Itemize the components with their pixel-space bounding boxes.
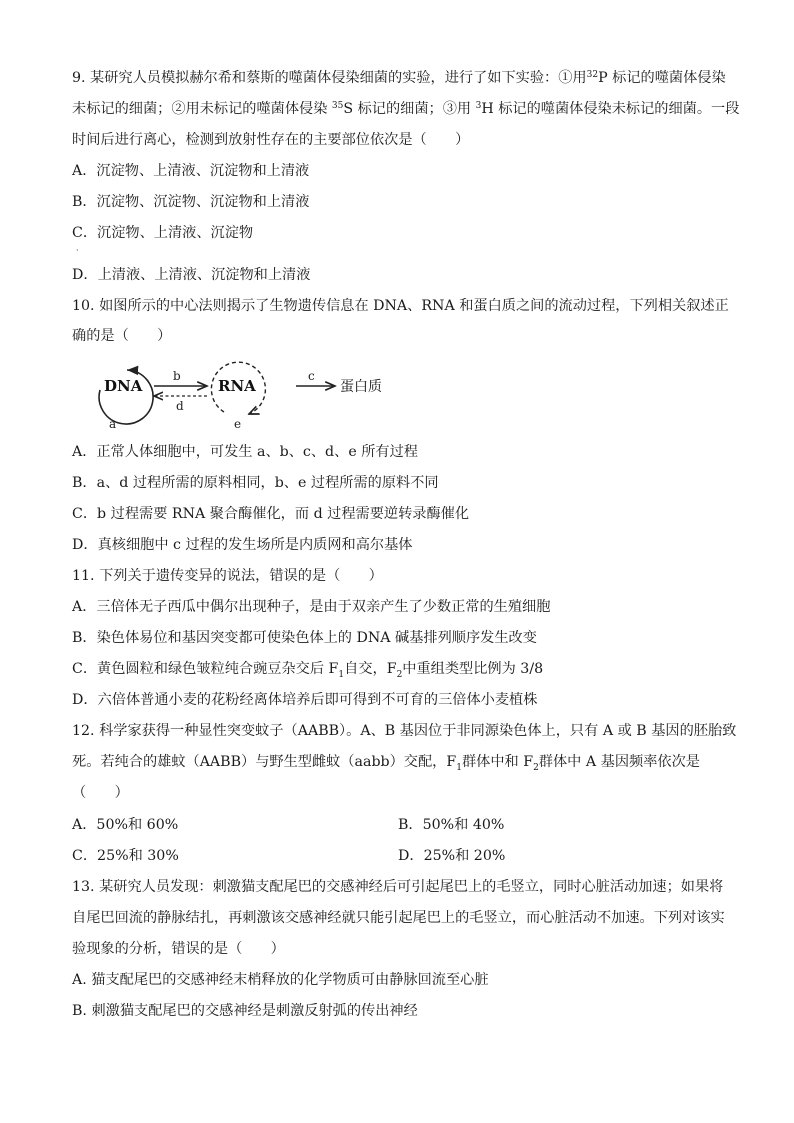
q9-option-a: A．沉淀物、上清液、沉淀物和上清液 — [72, 163, 310, 179]
label-e: e — [234, 417, 242, 431]
q9-stem-line1: 9. 某研究人员模拟赫尔希和蔡斯的噬菌体侵染细菌的实验，进行了如下实验：①用$^{32}$P 标记的噬菌体侵染 — [72, 70, 726, 86]
q12-stem-line3: （ ） — [72, 785, 129, 801]
label-a: a — [109, 417, 117, 431]
q10-option-d: D．真核细胞中 c 过程的发生场所是内质网和高尔基体 — [72, 537, 413, 553]
q10-stem-line1: 10. 如图所示的中心法则揭示了生物遗传信息在 DNA、RNA 和蛋白质之间的流动过程，下列相关叙述正 — [72, 298, 729, 314]
q11-option-c: C．黄色圆粒和绿色皱粒纯合豌豆杂交后 $F_1$自交，$F_2$中重组类型比例为 3/8 — [72, 661, 544, 680]
q12-stem-line2: 死。若纯合的雄蚊（AABB）与野生型雌蚊（aabb）交配，$F_1$群体中和 $F_2$群体中 A 基因频率依次是 — [72, 754, 700, 773]
q10-option-c: C．b 过程需要 RNA 聚合酶催化，而 d 过程需要逆转录酶催化 — [72, 506, 470, 522]
rna-label: RNA — [218, 377, 256, 395]
q10-stem-line2: 确的是（ ） — [72, 328, 172, 344]
q9-option-b: B．沉淀物、沉淀物、沉淀物和上清液 — [72, 194, 310, 210]
q9-option-d: D．上清液、上清液、沉淀物和上清液 — [72, 267, 311, 283]
q12-option-b: B．50%和 40% — [398, 817, 505, 833]
dna-label: DNA — [104, 377, 143, 395]
q12-option-a: A．50%和 60% — [72, 817, 179, 833]
label-b: b — [173, 369, 181, 383]
q12-option-c: C．25%和 30% — [72, 848, 179, 864]
q12-option-d: D．25%和 20% — [398, 848, 506, 864]
q12-stem-line1: 12. 科学家获得一种显性突变蚊子（AABB）。A、B 基因位于非同源染色体上，只有 A 或 B 基因的胚胎致 — [72, 723, 737, 739]
label-d: d — [176, 399, 184, 413]
q9-stem-line2: 未标记的细菌；②用未标记的噬菌体侵染 $^{35}$S 标记的细菌；③用 $^3$H 标记的噬菌体侵染未标记的细菌。一段 — [72, 101, 740, 117]
q13-stem-line1: 13. 某研究人员发现：刺激猫支配尾巴的交感神经后可引起尾巴上的毛竖立，同时心脏活动加速；如果将 — [72, 879, 724, 895]
q11-stem: 11. 下列关于遗传变异的说法，错误的是（ ） — [72, 568, 383, 584]
q13-stem-line2: 自尾巴回流的静脉结扎，再刺激该交感神经就只能引起尾巴上的毛竖立，而心脏活动不加速。下列对该实 — [72, 910, 725, 926]
central-dogma-diagram — [72, 356, 382, 436]
stray-dot: · — [76, 246, 79, 255]
q9-stem-line3: 时间后进行离心，检测到放射性存在的主要部位依次是（ ） — [72, 132, 470, 148]
q10-option-b: B．a、d 过程所需的原料相同，b、e 过程所需的原料不同 — [72, 475, 439, 491]
q13-option-a: A. 猫支配尾巴的交感神经末梢释放的化学物质可由静脉回流至心脏 — [72, 972, 489, 988]
label-c: c — [308, 369, 315, 383]
q9-option-c: C．沉淀物、上清液、沉淀物 — [72, 225, 254, 241]
q13-option-b: B. 刺激猫支配尾巴的交感神经是刺激反射弧的传出神经 — [72, 1003, 418, 1019]
q10-option-a: A．正常人体细胞中，可发生 a、b、c、d、e 所有过程 — [72, 444, 418, 460]
q11-option-b: B．染色体易位和基因突变都可使染色体上的 DNA 碱基排列顺序发生改变 — [72, 630, 537, 646]
q13-stem-line3: 验现象的分析，错误的是（ ） — [72, 941, 285, 957]
q11-option-d: D．六倍体普通小麦的花粉经离体培养后即可得到不可育的三倍体小麦植株 — [72, 692, 538, 708]
protein-label: 蛋白质 — [340, 379, 382, 395]
q11-option-a: A．三倍体无子西瓜中偶尔出现种子，是由于双亲产生了少数正常的生殖细胞 — [72, 599, 551, 615]
